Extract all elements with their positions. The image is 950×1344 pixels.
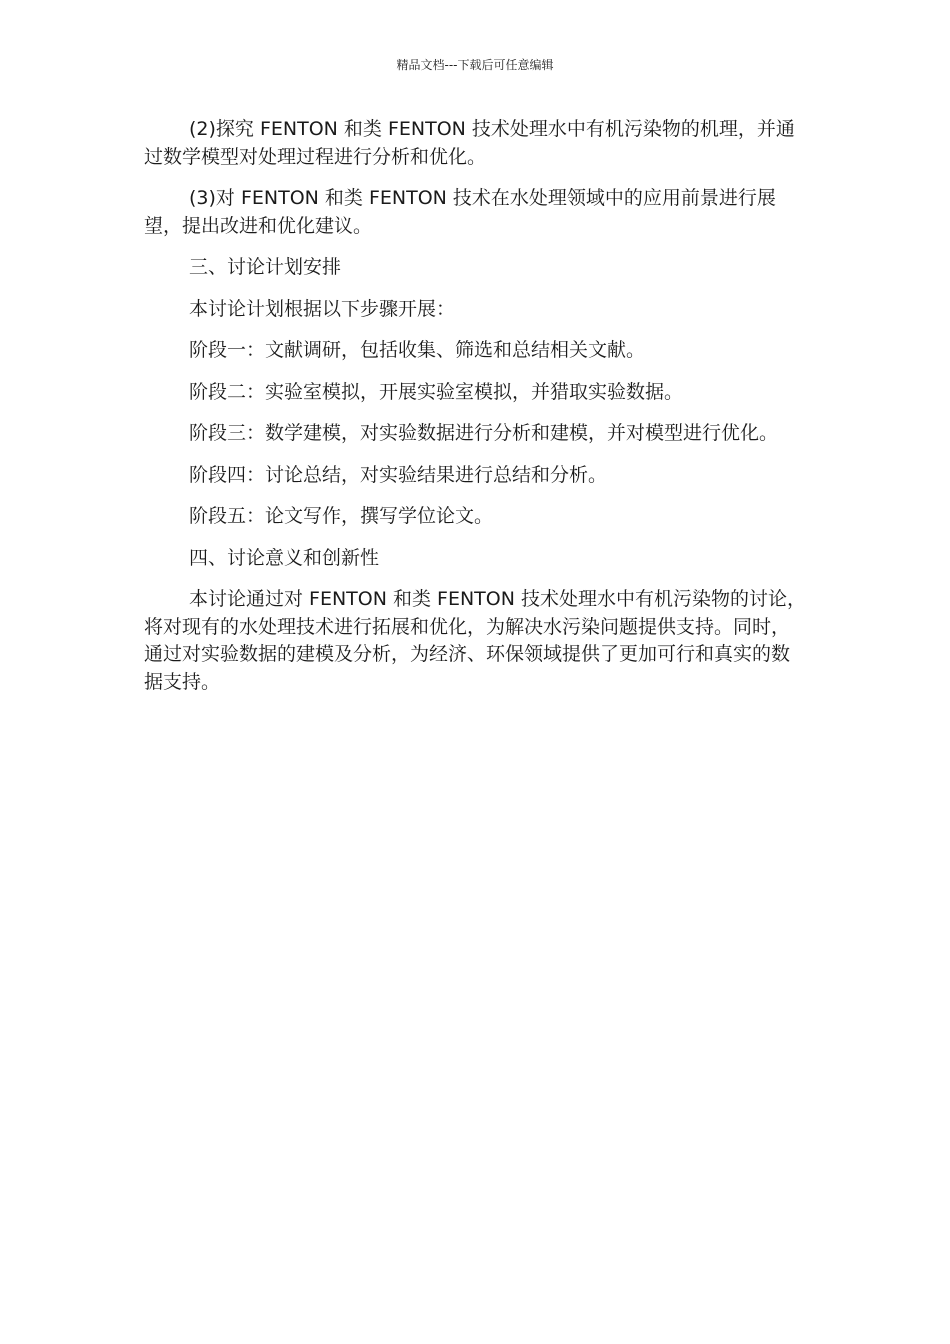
paragraph-stage-5: 阶段五：论文写作，撰写学位论文。 [189,505,494,527]
section-heading-plan: 三、讨论计划安排 [189,256,342,278]
page-header: 精品文档---下载后可任意编辑 [396,58,554,72]
paragraph-stage-3: 阶段三：数学建模，对实验数据进行分析和建模，并对模型进行优化。 [189,422,779,444]
paragraph-plan-intro: 本讨论计划根据以下步骤开展： [189,297,456,320]
section-heading-significance: 四、讨论意义和创新性 [189,546,380,569]
paragraph-stage-4: 阶段四：讨论总结，对实验结果进行总结和分析。 [189,463,608,486]
paragraph-objective-3: (3)对 FENTON 和类 FENTON 技术在水处理领域中的应用前景进行展望，提出改进和优化建议。 [144,187,776,237]
paragraph-objective-2: (2)探究 FENTON 和类 FENTON 技术处理水中有机污染物的机理，并通过数学模型对处理过程进行分析和优化。 [144,118,795,168]
paragraph-stage-2: 阶段二：实验室模拟，开展实验室模拟，并猎取实验数据。 [189,380,684,403]
paragraph-stage-1: 阶段一：文献调研，包括收集、筛选和总结相关文献。 [189,339,646,361]
document-body [144,116,806,710]
paragraph-significance: 本讨论通过对 FENTON 和类 FENTON 技术处理水中有机污染物的讨论，将对现有的水处理技术进行拓展和优化，为解决水污染问题提供支持。同时，通过对实验数据的建模及分析，为经济、环保领域提供了更加可行和真实的数据支持。 [144,588,807,693]
